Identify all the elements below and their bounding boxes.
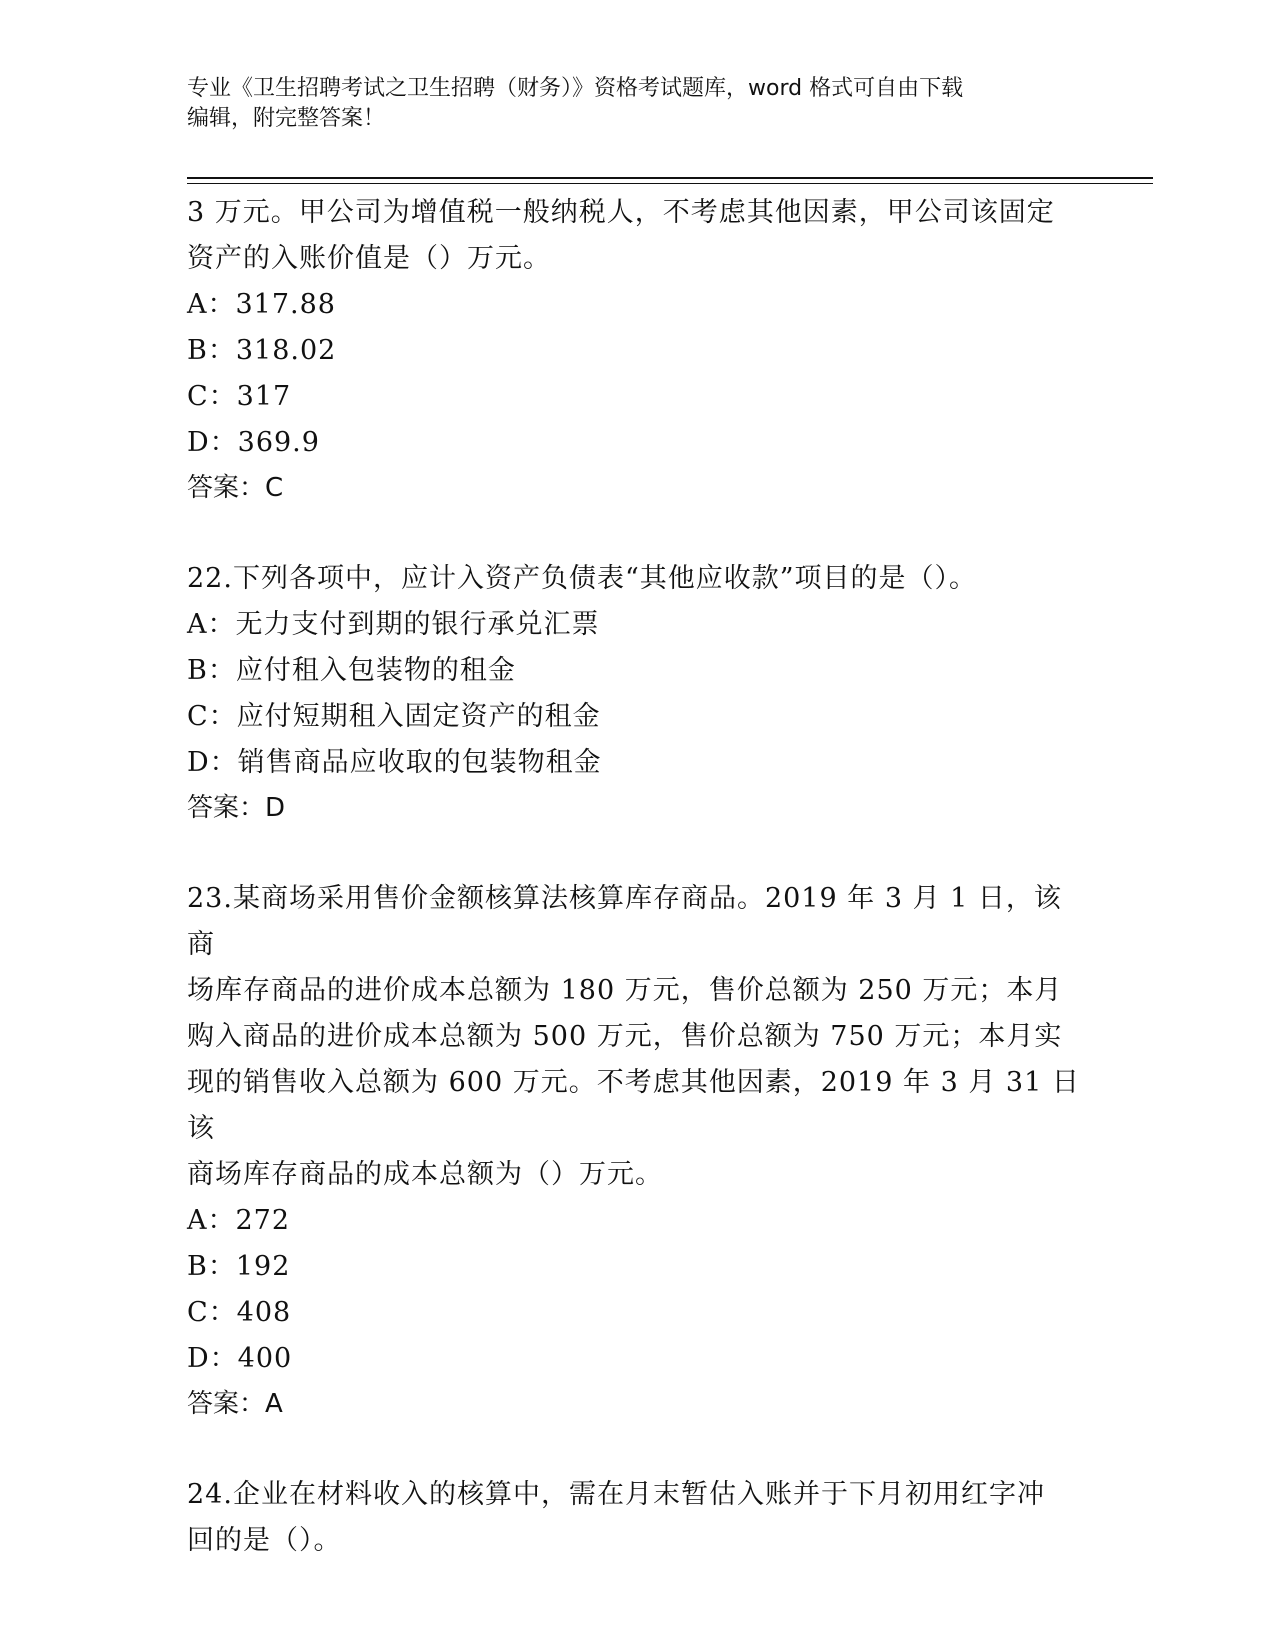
option-c: C：317 [187, 381, 292, 412]
question-24 [187, 1472, 1087, 1564]
header-line-2: 编辑，附完整答案！ [187, 106, 386, 131]
question-text-line: 资产的入账价值是（）万元。 [187, 243, 551, 274]
question-text-line: 回的是（）。 [187, 1525, 342, 1556]
question-text-line: 22.下列各项中，应计入资产负债表“其他应收款”项目的是（）。 [187, 563, 978, 594]
option-b: B：318.02 [187, 335, 337, 366]
option-d: D：销售商品应收取的包装物租金 [187, 747, 602, 778]
option-a: A：无力支付到期的银行承兑汇票 [187, 609, 600, 640]
question-text-line: 3 万元。甲公司为增值税一般纳税人，不考虑其他因素，甲公司该固定 [187, 197, 1055, 228]
answer-line: 答案：A [187, 1389, 283, 1419]
option-c: C：408 [187, 1297, 292, 1328]
question-text-line: 场库存商品的进价成本总额为 180 万元，售价总额为 250 万元；本月 [187, 975, 1063, 1006]
option-d: D：400 [187, 1343, 293, 1374]
question-text-line: 24.企业在材料收入的核算中，需在月末暂估入账并于下月初用红字冲 [187, 1479, 1045, 1510]
header-line-1: 专业《卫生招聘考试之卫生招聘（财务）》资格考试题库，word 格式可自由下载 [187, 76, 964, 101]
question-21 [187, 190, 1087, 510]
answer-line: 答案：C [187, 473, 284, 503]
option-b: B：192 [187, 1251, 291, 1282]
question-text-line: 购入商品的进价成本总额为 500 万元，售价总额为 750 万元；本月实 [187, 1021, 1063, 1052]
header-rule-thin [187, 183, 1153, 184]
question-22 [187, 556, 1087, 830]
option-b: B：应付租入包装物的租金 [187, 655, 516, 686]
spacer [187, 830, 1087, 876]
question-text-line: 23.某商场采用售价金额核算法核算库存商品。2019 年 3 月 1 日，该商 [187, 883, 1062, 960]
option-a: A：317.88 [187, 289, 336, 320]
option-c: C：应付短期租入固定资产的租金 [187, 701, 601, 732]
question-text-line: 商场库存商品的成本总额为（）万元。 [187, 1159, 663, 1190]
spacer [187, 1426, 1087, 1472]
document-header [187, 74, 1067, 134]
option-d: D：369.9 [187, 427, 320, 458]
spacer [187, 510, 1087, 556]
option-a: A：272 [187, 1205, 291, 1236]
question-text-line: 现的销售收入总额为 600 万元。不考虑其他因素，2019 年 3 月 31 日该 [187, 1067, 1080, 1144]
answer-line: 答案：D [187, 793, 286, 823]
question-content [187, 190, 1087, 1564]
question-23 [187, 876, 1087, 1426]
header-rule-thick [187, 177, 1153, 179]
